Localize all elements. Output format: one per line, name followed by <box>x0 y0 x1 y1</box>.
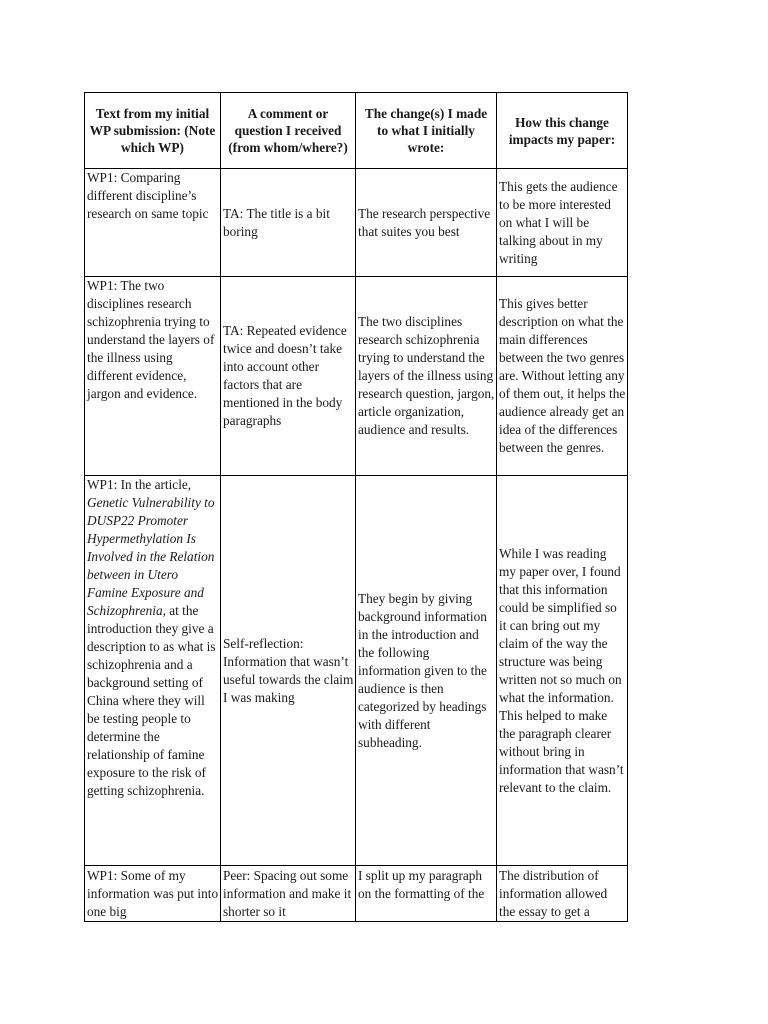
cell-impact: This gives better description on what the main differences between the two genres are. Without letting any of them out, it helps the audience already get an idea of the differences between the genres. <box>497 277 628 476</box>
cell-initial-text: WP1: The two disciplines research schizophrenia trying to understand the layers of the illness using different evidence, jargon and evidence. <box>85 277 221 476</box>
cell-change: The research perspective that suites you best <box>356 169 497 277</box>
cell-initial-text: WP1: Some of my information was put into one big <box>85 866 221 922</box>
table-row <box>85 277 628 476</box>
cell-change: The two disciplines research schizophrenia trying to understand the layers of the illness using research question, jargon, article organization, audience and results. <box>356 277 497 476</box>
header-impact: How this change impacts my paper: <box>497 93 628 169</box>
revision-table <box>84 92 628 922</box>
cell-initial-text <box>85 476 221 866</box>
cell-impact: While I was reading my paper over, I found that this information could be simplified so it can bring out my claim of the way the structure was being written not so much on what the information. This helped to make the paragraph clearer without bring in information that wasn’t relevant to the claim. <box>497 476 628 866</box>
header-change: The change(s) I made to what I initially wrote: <box>356 93 497 169</box>
cell-initial-text: WP1: Comparing different discipline’s research on same topic <box>85 169 221 277</box>
cell-text-prefix: WP1: In the article, <box>87 477 192 492</box>
cell-comment: Peer: Spacing out some information and make it shorter so it <box>221 866 356 922</box>
cell-comment: Self-reflection: Information that wasn’t useful towards the claim I was making <box>221 476 356 866</box>
cell-comment: TA: Repeated evidence twice and doesn’t take into account other factors that are mentioned in the body paragraphs <box>221 277 356 476</box>
table-row <box>85 169 628 277</box>
cell-text-suffix: at the introduction they give a description to as what is schizophrenia and a background setting of China where they will be testing people to determine the relationship of famine exposure to the risk of getting schizophrenia. <box>87 603 216 798</box>
cell-comment: TA: The title is a bit boring <box>221 169 356 277</box>
cell-change: I split up my paragraph on the formatting of the <box>356 866 497 922</box>
cell-change: They begin by giving background information in the introduction and the following information given to the audience is then categorized by headings with different subheading. <box>356 476 497 866</box>
cell-impact: The distribution of information allowed the essay to get a <box>497 866 628 922</box>
table-row <box>85 476 628 866</box>
article-title: Genetic Vulnerability to DUSP22 Promoter Hypermethylation Is Involved in the Relation between in Utero Famine Exposure and Schizophrenia, <box>87 495 215 618</box>
header-initial-text: Text from my initial WP submission: (Note which WP) <box>85 93 221 169</box>
table-row <box>85 866 628 922</box>
header-row <box>85 93 628 169</box>
header-comment: A comment or question I received (from whom/where?) <box>221 93 356 169</box>
cell-impact: This gets the audience to be more interested on what I will be talking about in my writing <box>497 169 628 277</box>
